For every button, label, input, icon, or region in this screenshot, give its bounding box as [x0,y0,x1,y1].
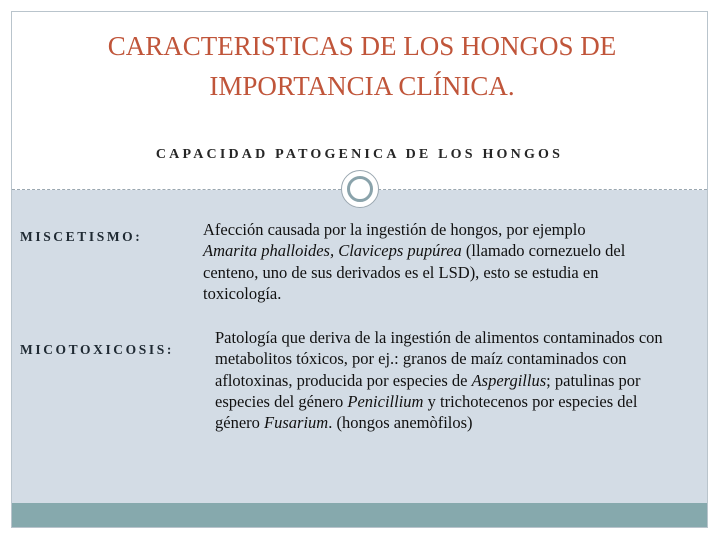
definition-micotoxicosis-text-4: . (hongos anemòfilos) [328,413,473,433]
slide-title-line-1: CARACTERISTICAS DE LOS HONGOS DE [107,31,617,61]
definition-micotoxicosis-genus-fusarium: Fusarium [264,413,329,433]
slide-title-line-2: IMPORTANCIA CLÍNICA. [209,71,515,101]
definition-miscetismo-text-2: (llamado cornezuelo del centeno, uno de sus derivados es el LSD), esto se estudia en toxicología. [203,241,626,303]
footer-bar [12,503,707,527]
definition-miscetismo-species: Amarita phalloides, Claviceps pupúrea [203,241,462,261]
definition-micotoxicosis [215,327,675,433]
definition-micotoxicosis-text-2: ; patulinas por especies del género [215,370,641,411]
slide-subtitle: CAPACIDAD PATOGENICA DE LOS HONGOS [155,147,564,162]
definition-micotoxicosis-text-3: y trichotecenos por especies del género [215,391,638,433]
definition-miscetismo-text-1: Afección causada por la ingestión de hongos, por ejemplo [203,220,586,239]
definition-micotoxicosis-text-1: Patología que deriva de la ingestión de alimentos contaminados con metabolitos tóxicos, por ej.: granos de maíz contaminados con aflotoxinas, producida por especies de [215,328,663,390]
divider-inner-ring [347,176,373,202]
title-area [12,12,707,189]
definition-micotoxicosis-genus-penicillium: Penicillium [347,391,424,411]
term-micotoxicosis: MICOTOXICOSIS: [20,342,174,357]
definition-micotoxicosis-genus-aspergillus: Aspergillus [471,370,547,390]
term-miscetismo: MISCETISMO: [20,229,143,244]
divider-circle-ornament [341,170,379,208]
slide-title [52,26,672,106]
definition-miscetismo [203,219,643,304]
